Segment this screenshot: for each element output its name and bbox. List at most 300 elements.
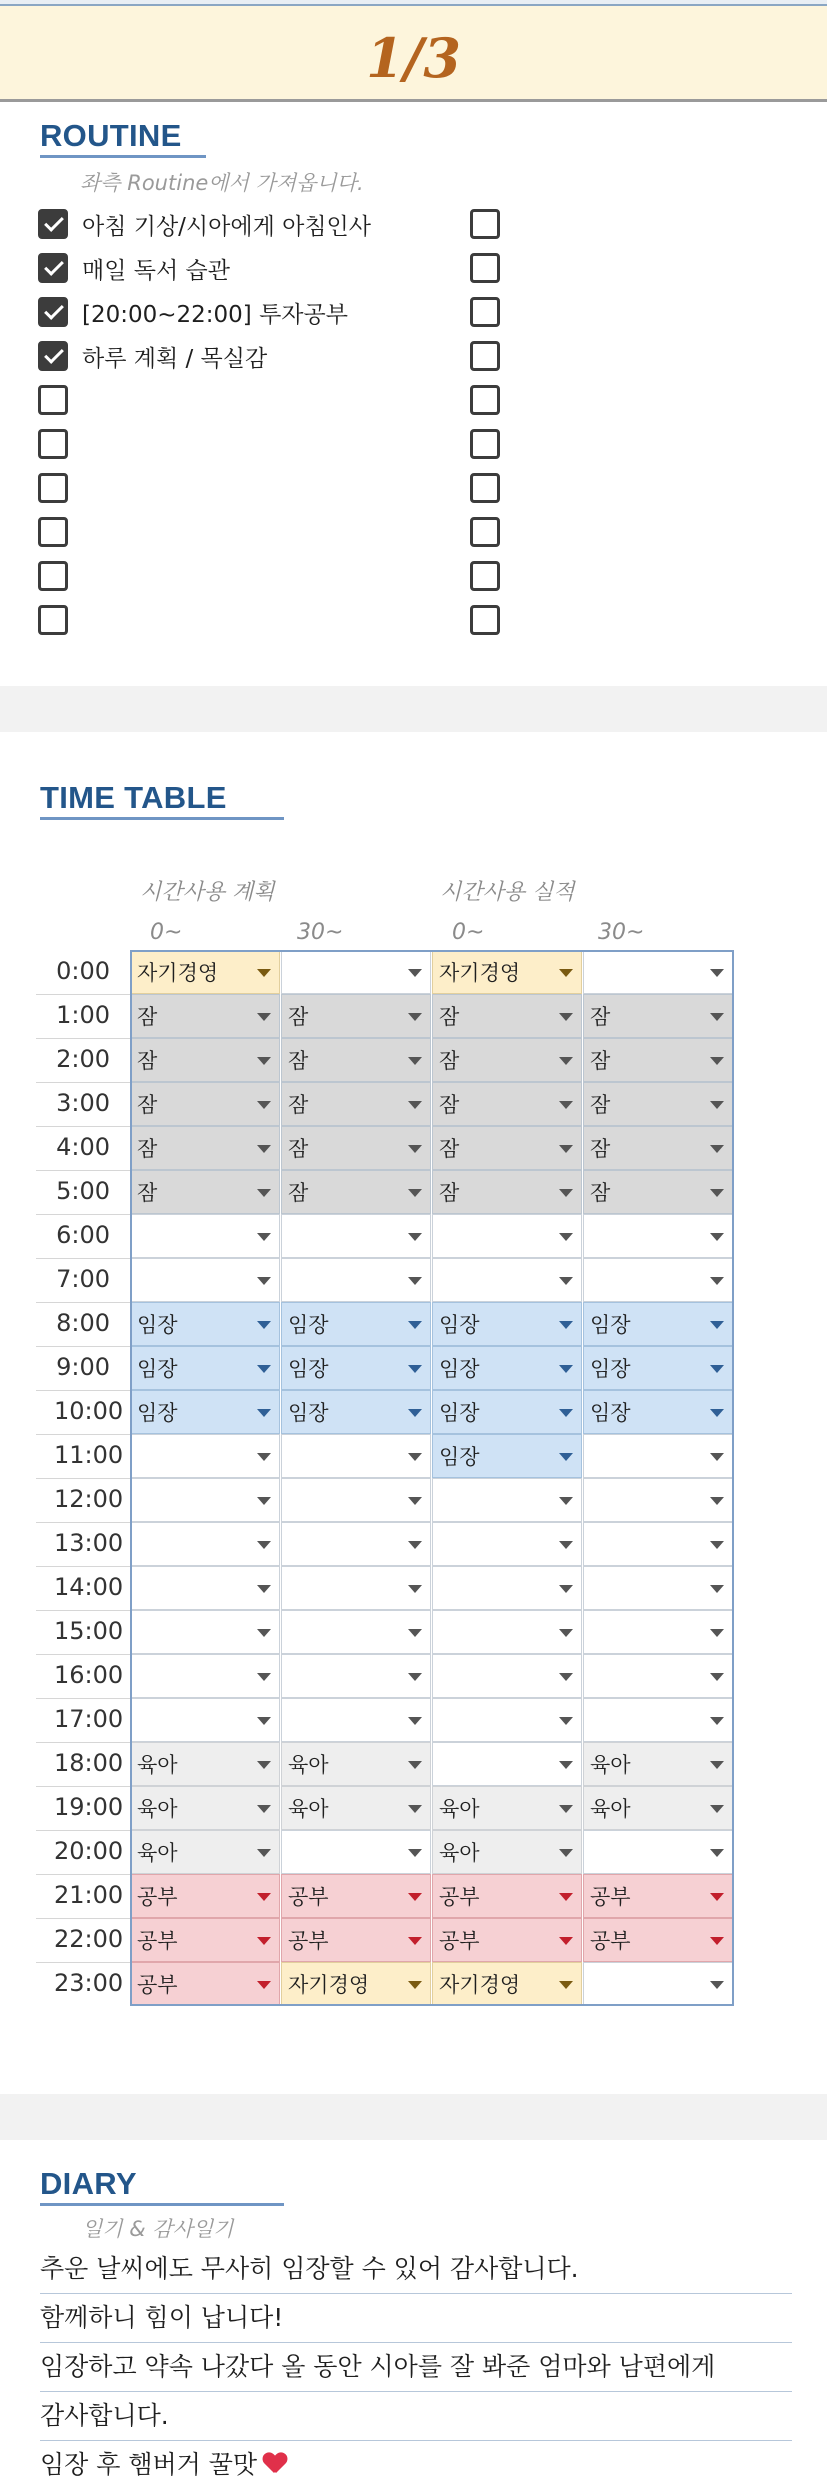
slot-value: 임장 — [439, 1313, 480, 1337]
slot-plan-30-dropdown[interactable] — [281, 1962, 431, 2006]
routine-left-checkbox-6[interactable] — [38, 473, 68, 503]
slot-value: 임장 — [288, 1313, 329, 1337]
slot-value: 잠 — [439, 1049, 460, 1073]
slot-plan-30-dropdown[interactable] — [281, 1830, 431, 1874]
diary-line-text: 함께하니 힘이 납니다! — [40, 2303, 284, 2332]
slot-value: 임장 — [439, 1401, 480, 1425]
hour-label: 8:00 — [56, 1309, 110, 1337]
diary-line[interactable] — [40, 2249, 579, 2285]
timetable-title: TIME TABLE — [40, 780, 227, 815]
chevron-down-icon — [257, 1893, 271, 1901]
slot-plan-30-dropdown[interactable] — [281, 1082, 431, 1126]
chevron-down-icon — [559, 1541, 573, 1549]
slot-value: 공부 — [439, 1929, 480, 1953]
slot-value: 공부 — [137, 1885, 178, 1909]
slot-value: 자기경영 — [137, 961, 219, 985]
slot-actual-30-dropdown[interactable] — [583, 1434, 733, 1478]
slot-actual-0-dropdown[interactable] — [432, 1434, 582, 1478]
hour-label: 3:00 — [56, 1089, 110, 1117]
chevron-down-icon — [408, 1277, 422, 1285]
diary-line-text: 임장 후 햄버거 꿀맛 — [40, 2450, 258, 2479]
hour-separator — [36, 1302, 132, 1303]
slot-plan-0-dropdown[interactable] — [130, 1830, 280, 1874]
chevron-down-icon — [710, 1233, 724, 1241]
chevron-down-icon — [257, 1057, 271, 1065]
slot-actual-0-dropdown[interactable] — [432, 1390, 582, 1434]
routine-left-checkbox-7[interactable] — [38, 517, 68, 547]
diary-line-text: 감사합니다. — [40, 2401, 169, 2430]
slot-actual-0-dropdown[interactable] — [432, 1786, 582, 1830]
hour-label: 17:00 — [54, 1705, 124, 1733]
chevron-down-icon — [559, 1277, 573, 1285]
slot-plan-0-dropdown[interactable] — [130, 1258, 280, 1302]
chevron-down-icon — [408, 1849, 422, 1857]
slot-value: 육아 — [288, 1797, 329, 1821]
hour-label: 12:00 — [54, 1485, 124, 1513]
chevron-down-icon — [408, 1101, 422, 1109]
routine-left-label-2: [20:00~22:00] 투자공부 — [82, 302, 348, 328]
slot-plan-0-dropdown[interactable] — [130, 1522, 280, 1566]
slot-value: 잠 — [439, 1005, 460, 1029]
hour-separator — [36, 1830, 132, 1831]
slot-plan-30-dropdown[interactable] — [281, 1654, 431, 1698]
hour-separator — [36, 1082, 132, 1083]
chevron-down-icon — [408, 1893, 422, 1901]
chevron-down-icon — [710, 1761, 724, 1769]
slot-plan-30-dropdown[interactable] — [281, 1126, 431, 1170]
chevron-down-icon — [710, 1101, 724, 1109]
routine-right-checkbox-2[interactable] — [470, 297, 500, 327]
diary-line[interactable] — [40, 2298, 283, 2334]
diary-title: DIARY — [40, 2166, 137, 2201]
hour-separator — [36, 1742, 132, 1743]
slot-actual-30-dropdown[interactable] — [583, 1478, 733, 1522]
chevron-down-icon — [559, 1013, 573, 1021]
slot-actual-0-dropdown[interactable] — [432, 1874, 582, 1918]
slot-actual-0-dropdown[interactable] — [432, 1214, 582, 1258]
hour-label: 7:00 — [56, 1265, 110, 1293]
slot-plan-0-dropdown[interactable] — [130, 1610, 280, 1654]
slot-actual-30-dropdown[interactable] — [583, 1302, 733, 1346]
chevron-down-icon — [257, 1937, 271, 1945]
slot-value: 잠 — [137, 1181, 158, 1205]
diary-line[interactable] — [40, 2347, 715, 2383]
slot-actual-30-dropdown[interactable] — [583, 1786, 733, 1830]
routine-left-label-3: 하루 계획 / 목실감 — [82, 346, 268, 372]
chevron-down-icon — [257, 1233, 271, 1241]
chevron-down-icon — [559, 1717, 573, 1725]
slot-value: 임장 — [590, 1401, 631, 1425]
chevron-down-icon — [559, 1057, 573, 1065]
chevron-down-icon — [559, 1585, 573, 1593]
slot-value: 공부 — [137, 1973, 178, 1997]
routine-left-checkbox-2[interactable] — [38, 297, 68, 327]
routine-left-checkbox-3[interactable] — [38, 341, 68, 371]
routine-right-checkbox-4[interactable] — [470, 385, 500, 415]
slot-plan-0-dropdown[interactable] — [130, 1346, 280, 1390]
slot-value: 잠 — [590, 1093, 611, 1117]
routine-title: ROUTINE — [40, 118, 182, 153]
chevron-down-icon — [710, 1453, 724, 1461]
slot-plan-30-dropdown[interactable] — [281, 1786, 431, 1830]
chevron-down-icon — [257, 1717, 271, 1725]
slot-actual-0-dropdown[interactable] — [432, 994, 582, 1038]
chevron-down-icon — [257, 1673, 271, 1681]
chevron-down-icon — [559, 1233, 573, 1241]
col-header-plan-30: 30~ — [297, 920, 344, 945]
routine-left-checkbox-0[interactable] — [38, 209, 68, 239]
slot-plan-0-dropdown[interactable] — [130, 1214, 280, 1258]
slot-actual-0-dropdown[interactable] — [432, 1126, 582, 1170]
diary-title-underline — [40, 2203, 284, 2206]
section-gap-2 — [0, 2094, 827, 2140]
chevron-down-icon — [559, 1893, 573, 1901]
slot-actual-0-dropdown[interactable] — [432, 950, 582, 994]
slot-actual-0-dropdown[interactable] — [432, 1654, 582, 1698]
chevron-down-icon — [710, 1277, 724, 1285]
slot-plan-30-dropdown[interactable] — [281, 1918, 431, 1962]
slot-actual-30-dropdown[interactable] — [583, 1522, 733, 1566]
slot-value: 자기경영 — [439, 1973, 521, 1997]
hour-label: 4:00 — [56, 1133, 110, 1161]
diary-line[interactable] — [40, 2445, 287, 2481]
hour-label: 1:00 — [56, 1001, 110, 1029]
hour-label: 21:00 — [54, 1881, 124, 1909]
chevron-down-icon — [257, 1277, 271, 1285]
diary-rule — [40, 2293, 792, 2294]
chevron-down-icon — [408, 969, 422, 977]
slot-actual-30-dropdown[interactable] — [583, 1038, 733, 1082]
routine-right-checkbox-1[interactable] — [470, 253, 500, 283]
slot-actual-30-dropdown[interactable] — [583, 1126, 733, 1170]
slot-plan-30-dropdown[interactable] — [281, 1258, 431, 1302]
hour-separator — [36, 1654, 132, 1655]
slot-plan-30-dropdown[interactable] — [281, 1214, 431, 1258]
routine-left-checkbox-5[interactable] — [38, 429, 68, 459]
diary-line-text: 추운 날씨에도 무사히 임장할 수 있어 감사합니다. — [40, 2254, 579, 2283]
chevron-down-icon — [559, 1453, 573, 1461]
slot-plan-0-dropdown[interactable] — [130, 1742, 280, 1786]
slot-plan-30-dropdown[interactable] — [281, 1610, 431, 1654]
chevron-down-icon — [408, 1805, 422, 1813]
hour-separator — [36, 1962, 132, 1963]
page-indicator: 1/3 — [366, 26, 461, 90]
hour-label: 16:00 — [54, 1661, 124, 1689]
slot-value: 잠 — [288, 1181, 309, 1205]
hour-label: 18:00 — [54, 1749, 124, 1777]
slot-actual-30-dropdown[interactable] — [583, 1698, 733, 1742]
chevron-down-icon — [710, 1365, 724, 1373]
chevron-down-icon — [710, 1893, 724, 1901]
diary-rule — [40, 2342, 792, 2343]
hour-label: 11:00 — [54, 1441, 124, 1469]
slot-actual-30-dropdown[interactable] — [583, 1390, 733, 1434]
slot-value: 공부 — [439, 1885, 480, 1909]
col-header-actual-30: 30~ — [598, 920, 645, 945]
slot-plan-0-dropdown[interactable] — [130, 1390, 280, 1434]
slot-value: 잠 — [288, 1137, 309, 1161]
chevron-down-icon — [559, 1673, 573, 1681]
routine-right-checkbox-9[interactable] — [470, 605, 500, 635]
chevron-down-icon — [559, 1805, 573, 1813]
col-header-actual-0: 0~ — [452, 920, 485, 945]
chevron-down-icon — [408, 1673, 422, 1681]
chevron-down-icon — [559, 1145, 573, 1153]
routine-left-checkbox-8[interactable] — [38, 561, 68, 591]
slot-plan-30-dropdown[interactable] — [281, 950, 431, 994]
slot-actual-0-dropdown[interactable] — [432, 1082, 582, 1126]
chevron-down-icon — [710, 1673, 724, 1681]
chevron-down-icon — [408, 1057, 422, 1065]
slot-actual-0-dropdown[interactable] — [432, 1522, 582, 1566]
slot-actual-30-dropdown[interactable] — [583, 1566, 733, 1610]
slot-actual-0-dropdown[interactable] — [432, 1478, 582, 1522]
routine-left-checkbox-1[interactable] — [38, 253, 68, 283]
hour-separator — [36, 1126, 132, 1127]
chevron-down-icon — [408, 1321, 422, 1329]
chevron-down-icon — [710, 1981, 724, 1989]
slot-plan-0-dropdown[interactable] — [130, 1654, 280, 1698]
slot-plan-0-dropdown[interactable] — [130, 1170, 280, 1214]
slot-value: 육아 — [439, 1841, 480, 1865]
slot-value: 잠 — [137, 1093, 158, 1117]
hour-separator — [36, 1434, 132, 1435]
page-header — [0, 6, 827, 102]
slot-plan-0-dropdown[interactable] — [130, 1434, 280, 1478]
chevron-down-icon — [408, 1145, 422, 1153]
slot-actual-30-dropdown[interactable] — [583, 1874, 733, 1918]
slot-value: 공부 — [590, 1929, 631, 1953]
routine-left-checkbox-9[interactable] — [38, 605, 68, 635]
slot-actual-0-dropdown[interactable] — [432, 1918, 582, 1962]
slot-value: 자기경영 — [288, 1973, 370, 1997]
chevron-down-icon — [559, 1189, 573, 1197]
slot-value: 육아 — [439, 1797, 480, 1821]
slot-value: 잠 — [590, 1137, 611, 1161]
routine-right-checkbox-3[interactable] — [470, 341, 500, 371]
routine-right-checkbox-7[interactable] — [470, 517, 500, 547]
slot-value: 잠 — [439, 1137, 460, 1161]
chevron-down-icon — [408, 1761, 422, 1769]
hour-separator — [36, 1918, 132, 1919]
slot-plan-30-dropdown[interactable] — [281, 1302, 431, 1346]
slot-actual-0-dropdown[interactable] — [432, 1346, 582, 1390]
slot-value: 잠 — [137, 1049, 158, 1073]
chevron-down-icon — [408, 1013, 422, 1021]
hour-separator — [36, 1390, 132, 1391]
slot-actual-0-dropdown[interactable] — [432, 1830, 582, 1874]
slot-plan-0-dropdown[interactable] — [130, 1082, 280, 1126]
slot-actual-30-dropdown[interactable] — [583, 1170, 733, 1214]
slot-actual-30-dropdown[interactable] — [583, 1654, 733, 1698]
chevron-down-icon — [408, 1453, 422, 1461]
chevron-down-icon — [408, 1409, 422, 1417]
slot-plan-30-dropdown[interactable] — [281, 1038, 431, 1082]
chevron-down-icon — [257, 1013, 271, 1021]
routine-right-checkbox-6[interactable] — [470, 473, 500, 503]
chevron-down-icon — [408, 1717, 422, 1725]
chevron-down-icon — [710, 1629, 724, 1637]
slot-plan-0-dropdown[interactable] — [130, 1918, 280, 1962]
slot-value: 임장 — [439, 1445, 480, 1469]
slot-actual-30-dropdown[interactable] — [583, 1214, 733, 1258]
slot-plan-30-dropdown[interactable] — [281, 1434, 431, 1478]
slot-value: 임장 — [137, 1313, 178, 1337]
chevron-down-icon — [257, 1145, 271, 1153]
chevron-down-icon — [710, 1321, 724, 1329]
slot-actual-30-dropdown[interactable] — [583, 950, 733, 994]
slot-actual-0-dropdown[interactable] — [432, 1610, 582, 1654]
slot-plan-0-dropdown[interactable] — [130, 1038, 280, 1082]
chevron-down-icon — [559, 1409, 573, 1417]
slot-plan-30-dropdown[interactable] — [281, 1390, 431, 1434]
slot-plan-0-dropdown[interactable] — [130, 1126, 280, 1170]
slot-value: 임장 — [137, 1401, 178, 1425]
slot-plan-30-dropdown[interactable] — [281, 1522, 431, 1566]
chevron-down-icon — [559, 1849, 573, 1857]
slot-actual-0-dropdown[interactable] — [432, 1302, 582, 1346]
slot-plan-30-dropdown[interactable] — [281, 1346, 431, 1390]
hour-label: 20:00 — [54, 1837, 124, 1865]
chevron-down-icon — [559, 1101, 573, 1109]
slot-plan-0-dropdown[interactable] — [130, 1874, 280, 1918]
slot-actual-0-dropdown[interactable] — [432, 1566, 582, 1610]
slot-value: 자기경영 — [439, 961, 521, 985]
slot-value: 잠 — [137, 1137, 158, 1161]
routine-right-checkbox-0[interactable] — [470, 209, 500, 239]
slot-actual-0-dropdown[interactable] — [432, 1170, 582, 1214]
routine-right-checkbox-8[interactable] — [470, 561, 500, 591]
hour-separator — [36, 1478, 132, 1479]
slot-plan-0-dropdown[interactable] — [130, 1786, 280, 1830]
slot-plan-0-dropdown[interactable] — [130, 1698, 280, 1742]
slot-value: 잠 — [439, 1181, 460, 1205]
slot-value: 잠 — [590, 1049, 611, 1073]
diary-rule — [40, 2391, 792, 2392]
routine-left-label-0: 아침 기상/시아에게 아침인사 — [82, 214, 371, 240]
chevron-down-icon — [559, 1321, 573, 1329]
slot-plan-30-dropdown[interactable] — [281, 994, 431, 1038]
chevron-down-icon — [257, 1189, 271, 1197]
hour-separator — [36, 1522, 132, 1523]
hour-separator — [36, 1786, 132, 1787]
slot-actual-30-dropdown[interactable] — [583, 1610, 733, 1654]
chevron-down-icon — [559, 1981, 573, 1989]
slot-actual-0-dropdown[interactable] — [432, 1962, 582, 2006]
hour-separator — [36, 1874, 132, 1875]
slot-plan-30-dropdown[interactable] — [281, 1742, 431, 1786]
slot-plan-30-dropdown[interactable] — [281, 1478, 431, 1522]
slot-plan-30-dropdown[interactable] — [281, 1698, 431, 1742]
hour-label: 13:00 — [54, 1529, 124, 1557]
slot-value: 잠 — [590, 1005, 611, 1029]
slot-actual-30-dropdown[interactable] — [583, 1742, 733, 1786]
slot-plan-30-dropdown[interactable] — [281, 1170, 431, 1214]
slot-actual-30-dropdown[interactable] — [583, 1346, 733, 1390]
chevron-down-icon — [710, 1717, 724, 1725]
slot-value: 육아 — [137, 1797, 178, 1821]
slot-actual-0-dropdown[interactable] — [432, 1038, 582, 1082]
hour-label: 22:00 — [54, 1925, 124, 1953]
routine-subtitle: 좌측 Routine에서 가져옵니다. — [80, 171, 364, 195]
routine-title-underline — [40, 155, 206, 158]
chevron-down-icon — [559, 1365, 573, 1373]
slot-plan-0-dropdown[interactable] — [130, 950, 280, 994]
routine-right-checkbox-5[interactable] — [470, 429, 500, 459]
slot-plan-30-dropdown[interactable] — [281, 1874, 431, 1918]
slot-value: 육아 — [590, 1797, 631, 1821]
chevron-down-icon — [257, 1409, 271, 1417]
slot-value: 육아 — [137, 1753, 178, 1777]
chevron-down-icon — [408, 1497, 422, 1505]
col-header-plan-0: 0~ — [150, 920, 183, 945]
hour-label: 15:00 — [54, 1617, 124, 1645]
hour-separator — [36, 1170, 132, 1171]
slot-plan-0-dropdown[interactable] — [130, 994, 280, 1038]
timetable-title-underline — [40, 817, 284, 820]
slot-value: 공부 — [590, 1885, 631, 1909]
diary-rule — [40, 2440, 792, 2441]
slot-value: 공부 — [137, 1929, 178, 1953]
slot-actual-30-dropdown[interactable] — [583, 1918, 733, 1962]
chevron-down-icon — [710, 1189, 724, 1197]
diary-subtitle: 일기 & 감사일기 — [82, 2217, 234, 2241]
slot-actual-0-dropdown[interactable] — [432, 1698, 582, 1742]
chevron-down-icon — [257, 1453, 271, 1461]
chevron-down-icon — [257, 1761, 271, 1769]
chevron-down-icon — [257, 1541, 271, 1549]
heart-icon — [263, 2453, 287, 2475]
slot-plan-0-dropdown[interactable] — [130, 1566, 280, 1610]
slot-actual-30-dropdown[interactable] — [583, 1082, 733, 1126]
slot-value: 공부 — [288, 1929, 329, 1953]
slot-value: 육아 — [137, 1841, 178, 1865]
slot-value: 잠 — [288, 1093, 309, 1117]
slot-plan-30-dropdown[interactable] — [281, 1566, 431, 1610]
slot-actual-30-dropdown[interactable] — [583, 1258, 733, 1302]
hour-separator — [36, 1258, 132, 1259]
slot-actual-30-dropdown[interactable] — [583, 1962, 733, 2006]
chevron-down-icon — [257, 1981, 271, 1989]
diary-line[interactable] — [40, 2396, 169, 2432]
slot-value: 잠 — [590, 1181, 611, 1205]
slot-actual-0-dropdown[interactable] — [432, 1258, 582, 1302]
routine-left-checkbox-4[interactable] — [38, 385, 68, 415]
chevron-down-icon — [710, 1937, 724, 1945]
chevron-down-icon — [408, 1189, 422, 1197]
slot-actual-30-dropdown[interactable] — [583, 994, 733, 1038]
slot-value: 임장 — [590, 1313, 631, 1337]
slot-plan-0-dropdown[interactable] — [130, 1962, 280, 2006]
slot-actual-30-dropdown[interactable] — [583, 1830, 733, 1874]
hour-label: 5:00 — [56, 1177, 110, 1205]
slot-actual-0-dropdown[interactable] — [432, 1742, 582, 1786]
hour-separator — [36, 1566, 132, 1567]
routine-left-label-1: 매일 독서 습관 — [82, 258, 230, 284]
hour-separator — [36, 1038, 132, 1039]
slot-value: 육아 — [590, 1753, 631, 1777]
chevron-down-icon — [710, 1805, 724, 1813]
chevron-down-icon — [257, 1849, 271, 1857]
hour-separator — [36, 1698, 132, 1699]
chevron-down-icon — [257, 1101, 271, 1109]
hour-label: 2:00 — [56, 1045, 110, 1073]
chevron-down-icon — [257, 1629, 271, 1637]
slot-plan-0-dropdown[interactable] — [130, 1302, 280, 1346]
chevron-down-icon — [408, 1629, 422, 1637]
slot-plan-0-dropdown[interactable] — [130, 1478, 280, 1522]
slot-value: 임장 — [288, 1401, 329, 1425]
